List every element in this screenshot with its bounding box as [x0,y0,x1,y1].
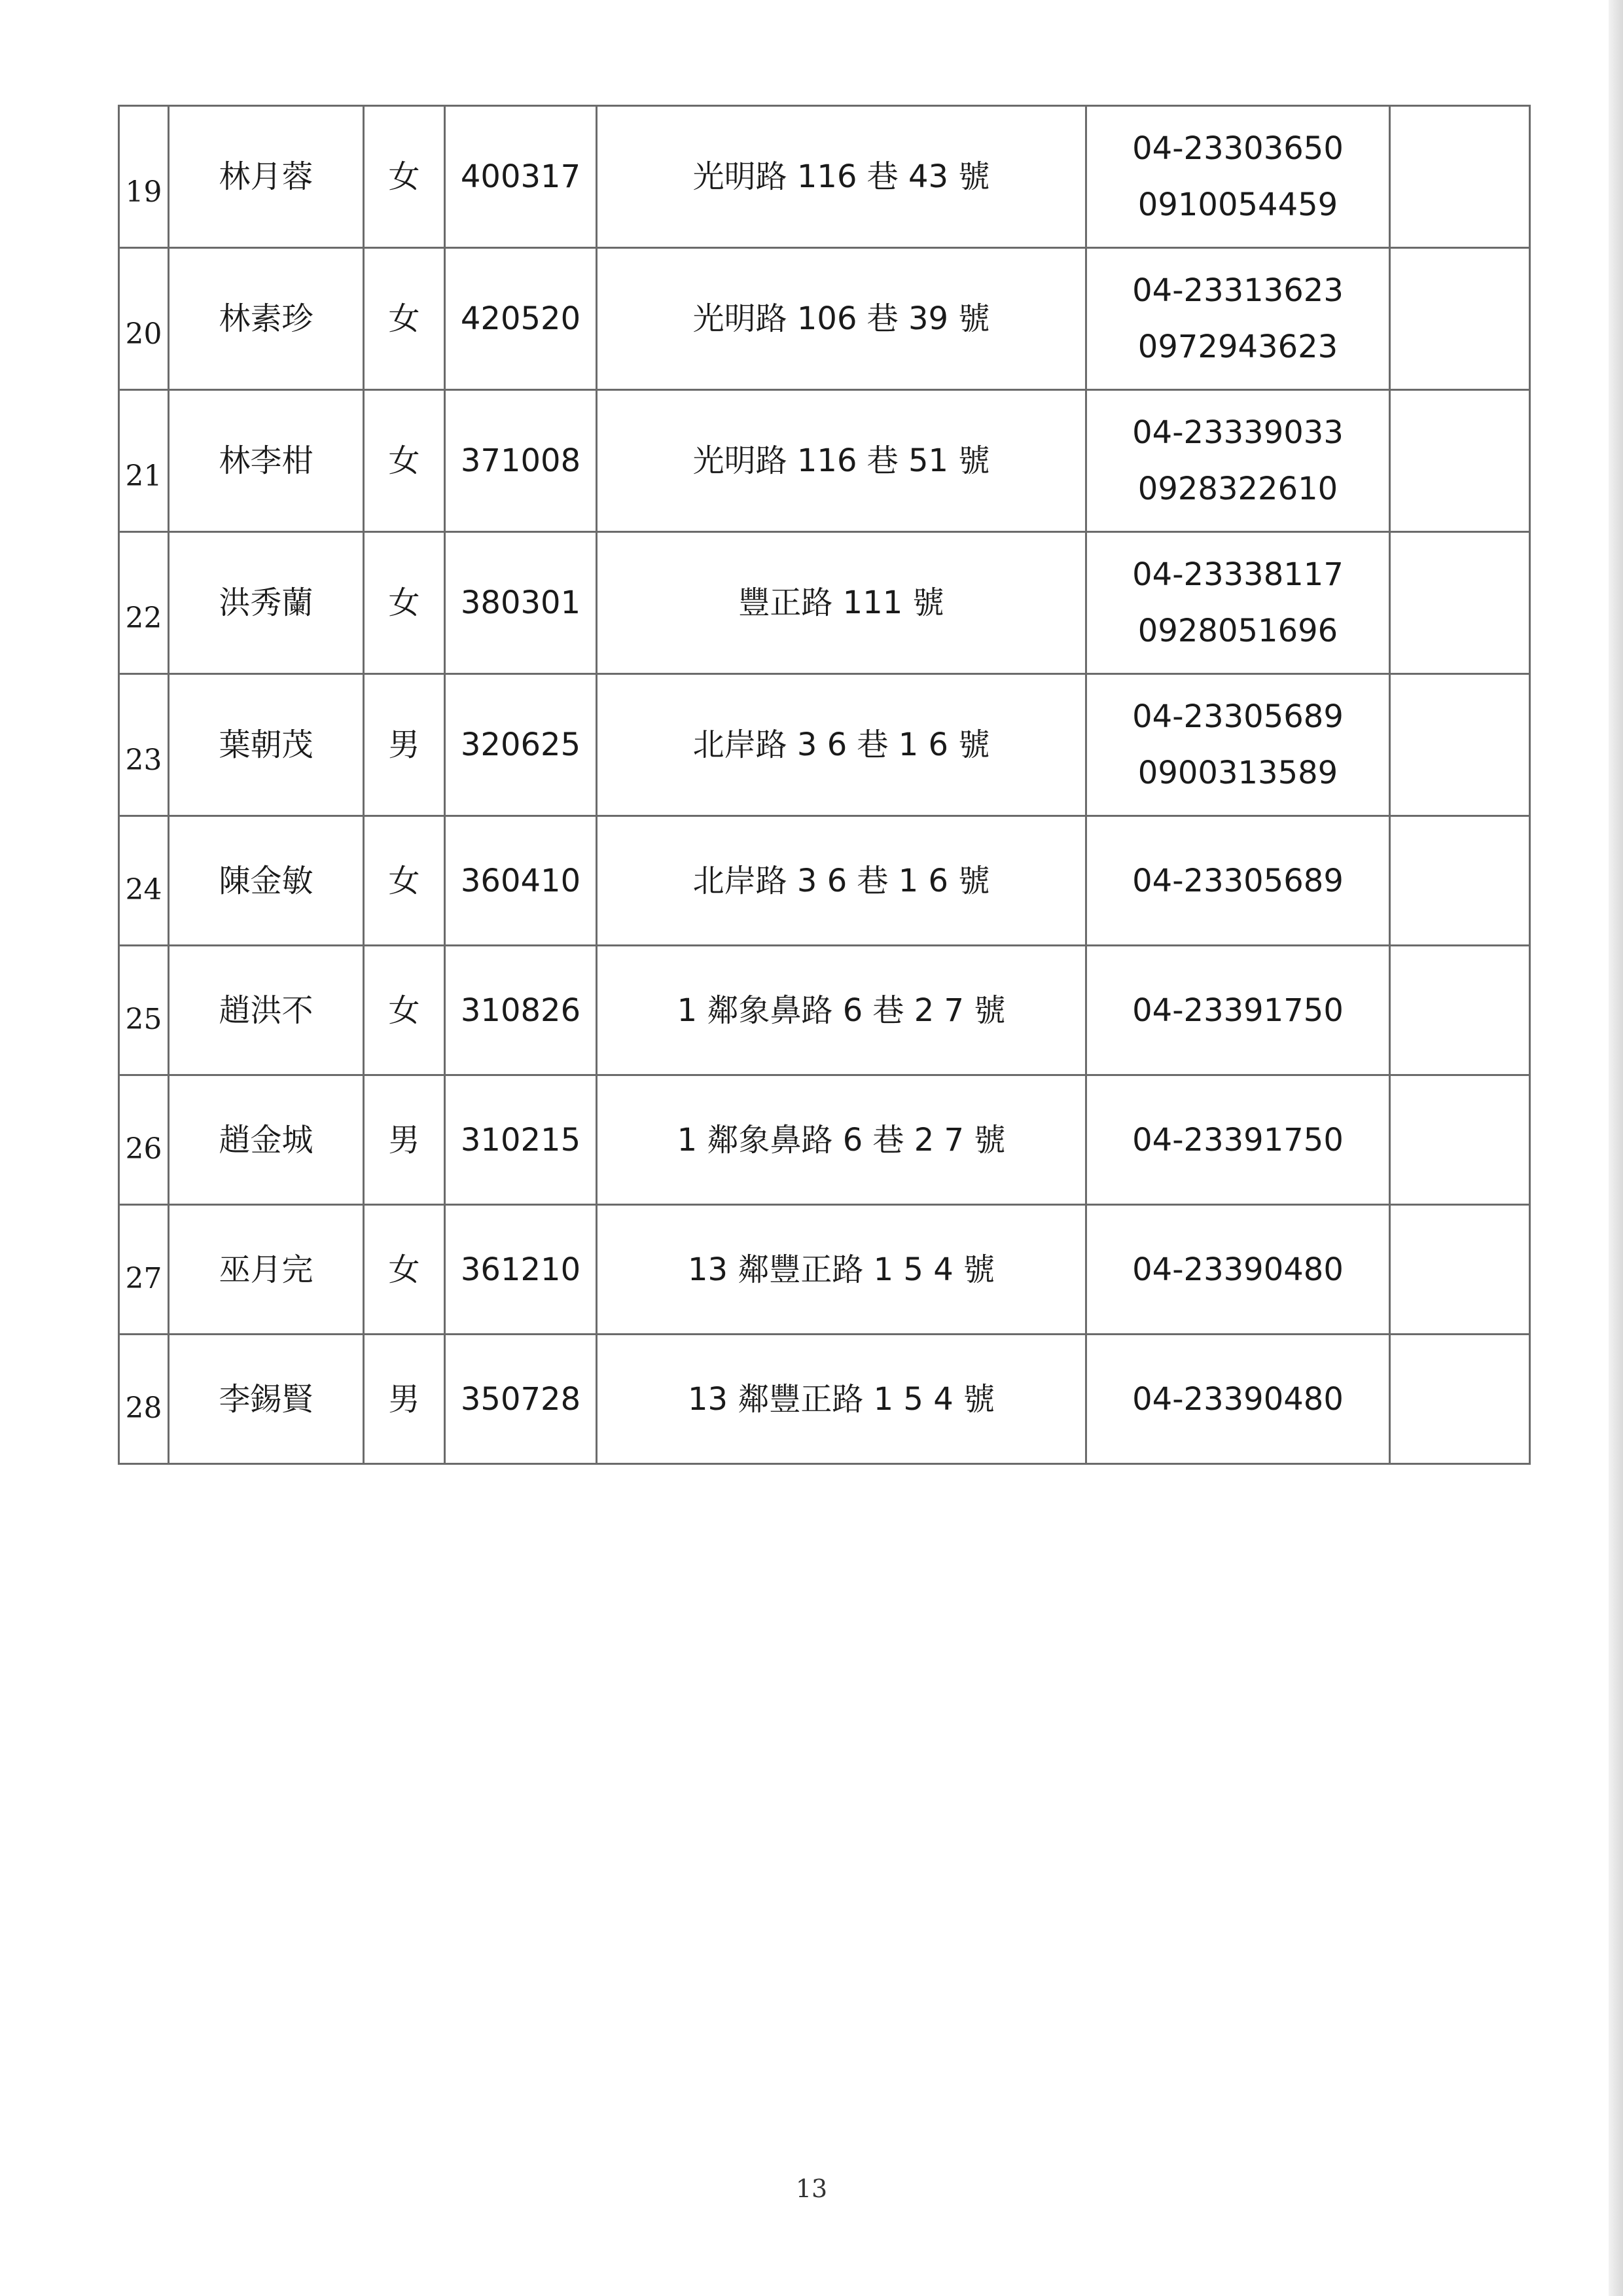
note-cell [1390,248,1530,390]
phone-cell [1086,532,1390,674]
phone-cell [1086,390,1390,532]
note-cell [1390,1335,1530,1464]
birthdate-cell: 400317 [445,106,597,248]
name-cell: 林素珍 [169,248,364,390]
row-number: 26 [119,1075,169,1205]
landline-number: 04-23390480 [1132,1380,1344,1418]
note-cell [1390,532,1530,674]
address-cell: 13 鄰豐正路 1 5 4 號 [597,1335,1086,1464]
mobile-number: 0928051696 [1137,613,1338,649]
landline-number: 04-23303650 [1132,130,1344,167]
row-number: 23 [119,674,169,816]
landline-number: 04-23313623 [1132,272,1344,309]
phone-cell [1086,1205,1390,1335]
address-cell: 光明路 106 巷 39 號 [597,248,1086,390]
address-cell: 1 鄰象鼻路 6 巷 2 7 號 [597,946,1086,1075]
note-cell [1390,674,1530,816]
name-cell: 陳金敏 [169,816,364,946]
mobile-number: 0972943623 [1137,329,1338,365]
note-cell [1390,816,1530,946]
gender-cell: 女 [364,532,445,674]
table-row [119,1335,1530,1464]
table-row [119,532,1530,674]
landline-number: 04-23339033 [1132,414,1344,451]
name-cell: 李錫賢 [169,1335,364,1464]
birthdate-cell: 371008 [445,390,597,532]
gender-cell: 女 [364,1205,445,1335]
birthdate-cell: 350728 [445,1335,597,1464]
gender-cell: 女 [364,106,445,248]
phone-cell [1086,1335,1390,1464]
birthdate-cell: 360410 [445,816,597,946]
gender-cell: 女 [364,946,445,1075]
row-number: 25 [119,946,169,1075]
phone-cell [1086,1075,1390,1205]
row-number: 22 [119,532,169,674]
row-number: 24 [119,816,169,946]
landline-number: 04-23391750 [1132,992,1344,1029]
birthdate-cell: 310826 [445,946,597,1075]
table-row [119,1075,1530,1205]
gender-cell: 女 [364,390,445,532]
mobile-number: 0910054459 [1137,187,1338,223]
birthdate-cell: 380301 [445,532,597,674]
birthdate-cell: 310215 [445,1075,597,1205]
note-cell [1390,390,1530,532]
name-cell: 洪秀蘭 [169,532,364,674]
gender-cell: 男 [364,674,445,816]
phone-cell [1086,946,1390,1075]
gender-cell: 女 [364,816,445,946]
address-cell: 北岸路 3 6 巷 1 6 號 [597,816,1086,946]
birthdate-cell: 361210 [445,1205,597,1335]
table-row [119,106,1530,248]
page-number: 13 [795,2174,828,2203]
note-cell [1390,1205,1530,1335]
landline-number: 04-23305689 [1132,698,1344,735]
name-cell: 趙洪不 [169,946,364,1075]
table-row [119,946,1530,1075]
note-cell [1390,106,1530,248]
name-cell: 葉朝茂 [169,674,364,816]
table-row [119,816,1530,946]
gender-cell: 男 [364,1335,445,1464]
address-cell: 1 鄰象鼻路 6 巷 2 7 號 [597,1075,1086,1205]
address-cell: 光明路 116 巷 43 號 [597,106,1086,248]
table-row [119,674,1530,816]
page-edge-shadow [1609,0,1623,2296]
gender-cell: 男 [364,1075,445,1205]
gender-cell: 女 [364,248,445,390]
phone-cell [1086,816,1390,946]
records-table [118,105,1531,1465]
note-cell [1390,946,1530,1075]
address-cell: 北岸路 3 6 巷 1 6 號 [597,674,1086,816]
row-number: 27 [119,1205,169,1335]
address-cell: 光明路 116 巷 51 號 [597,390,1086,532]
row-number: 28 [119,1335,169,1464]
name-cell: 趙金城 [169,1075,364,1205]
address-cell: 13 鄰豐正路 1 5 4 號 [597,1205,1086,1335]
name-cell: 林李柑 [169,390,364,532]
phone-cell [1086,674,1390,816]
name-cell: 巫月完 [169,1205,364,1335]
birthdate-cell: 320625 [445,674,597,816]
note-cell [1390,1075,1530,1205]
mobile-number: 0900313589 [1137,755,1338,791]
table-row [119,390,1530,532]
address-cell: 豐正路 111 號 [597,532,1086,674]
landline-number: 04-23305689 [1132,862,1344,899]
table-row [119,248,1530,390]
landline-number: 04-23390480 [1132,1251,1344,1288]
table-row [119,1205,1530,1335]
row-number: 21 [119,390,169,532]
name-cell: 林月蓉 [169,106,364,248]
birthdate-cell: 420520 [445,248,597,390]
mobile-number: 0928322610 [1137,471,1338,507]
phone-cell [1086,248,1390,390]
phone-cell [1086,106,1390,248]
landline-number: 04-23338117 [1132,556,1344,593]
row-number: 20 [119,248,169,390]
landline-number: 04-23391750 [1132,1121,1344,1158]
row-number: 19 [119,106,169,248]
